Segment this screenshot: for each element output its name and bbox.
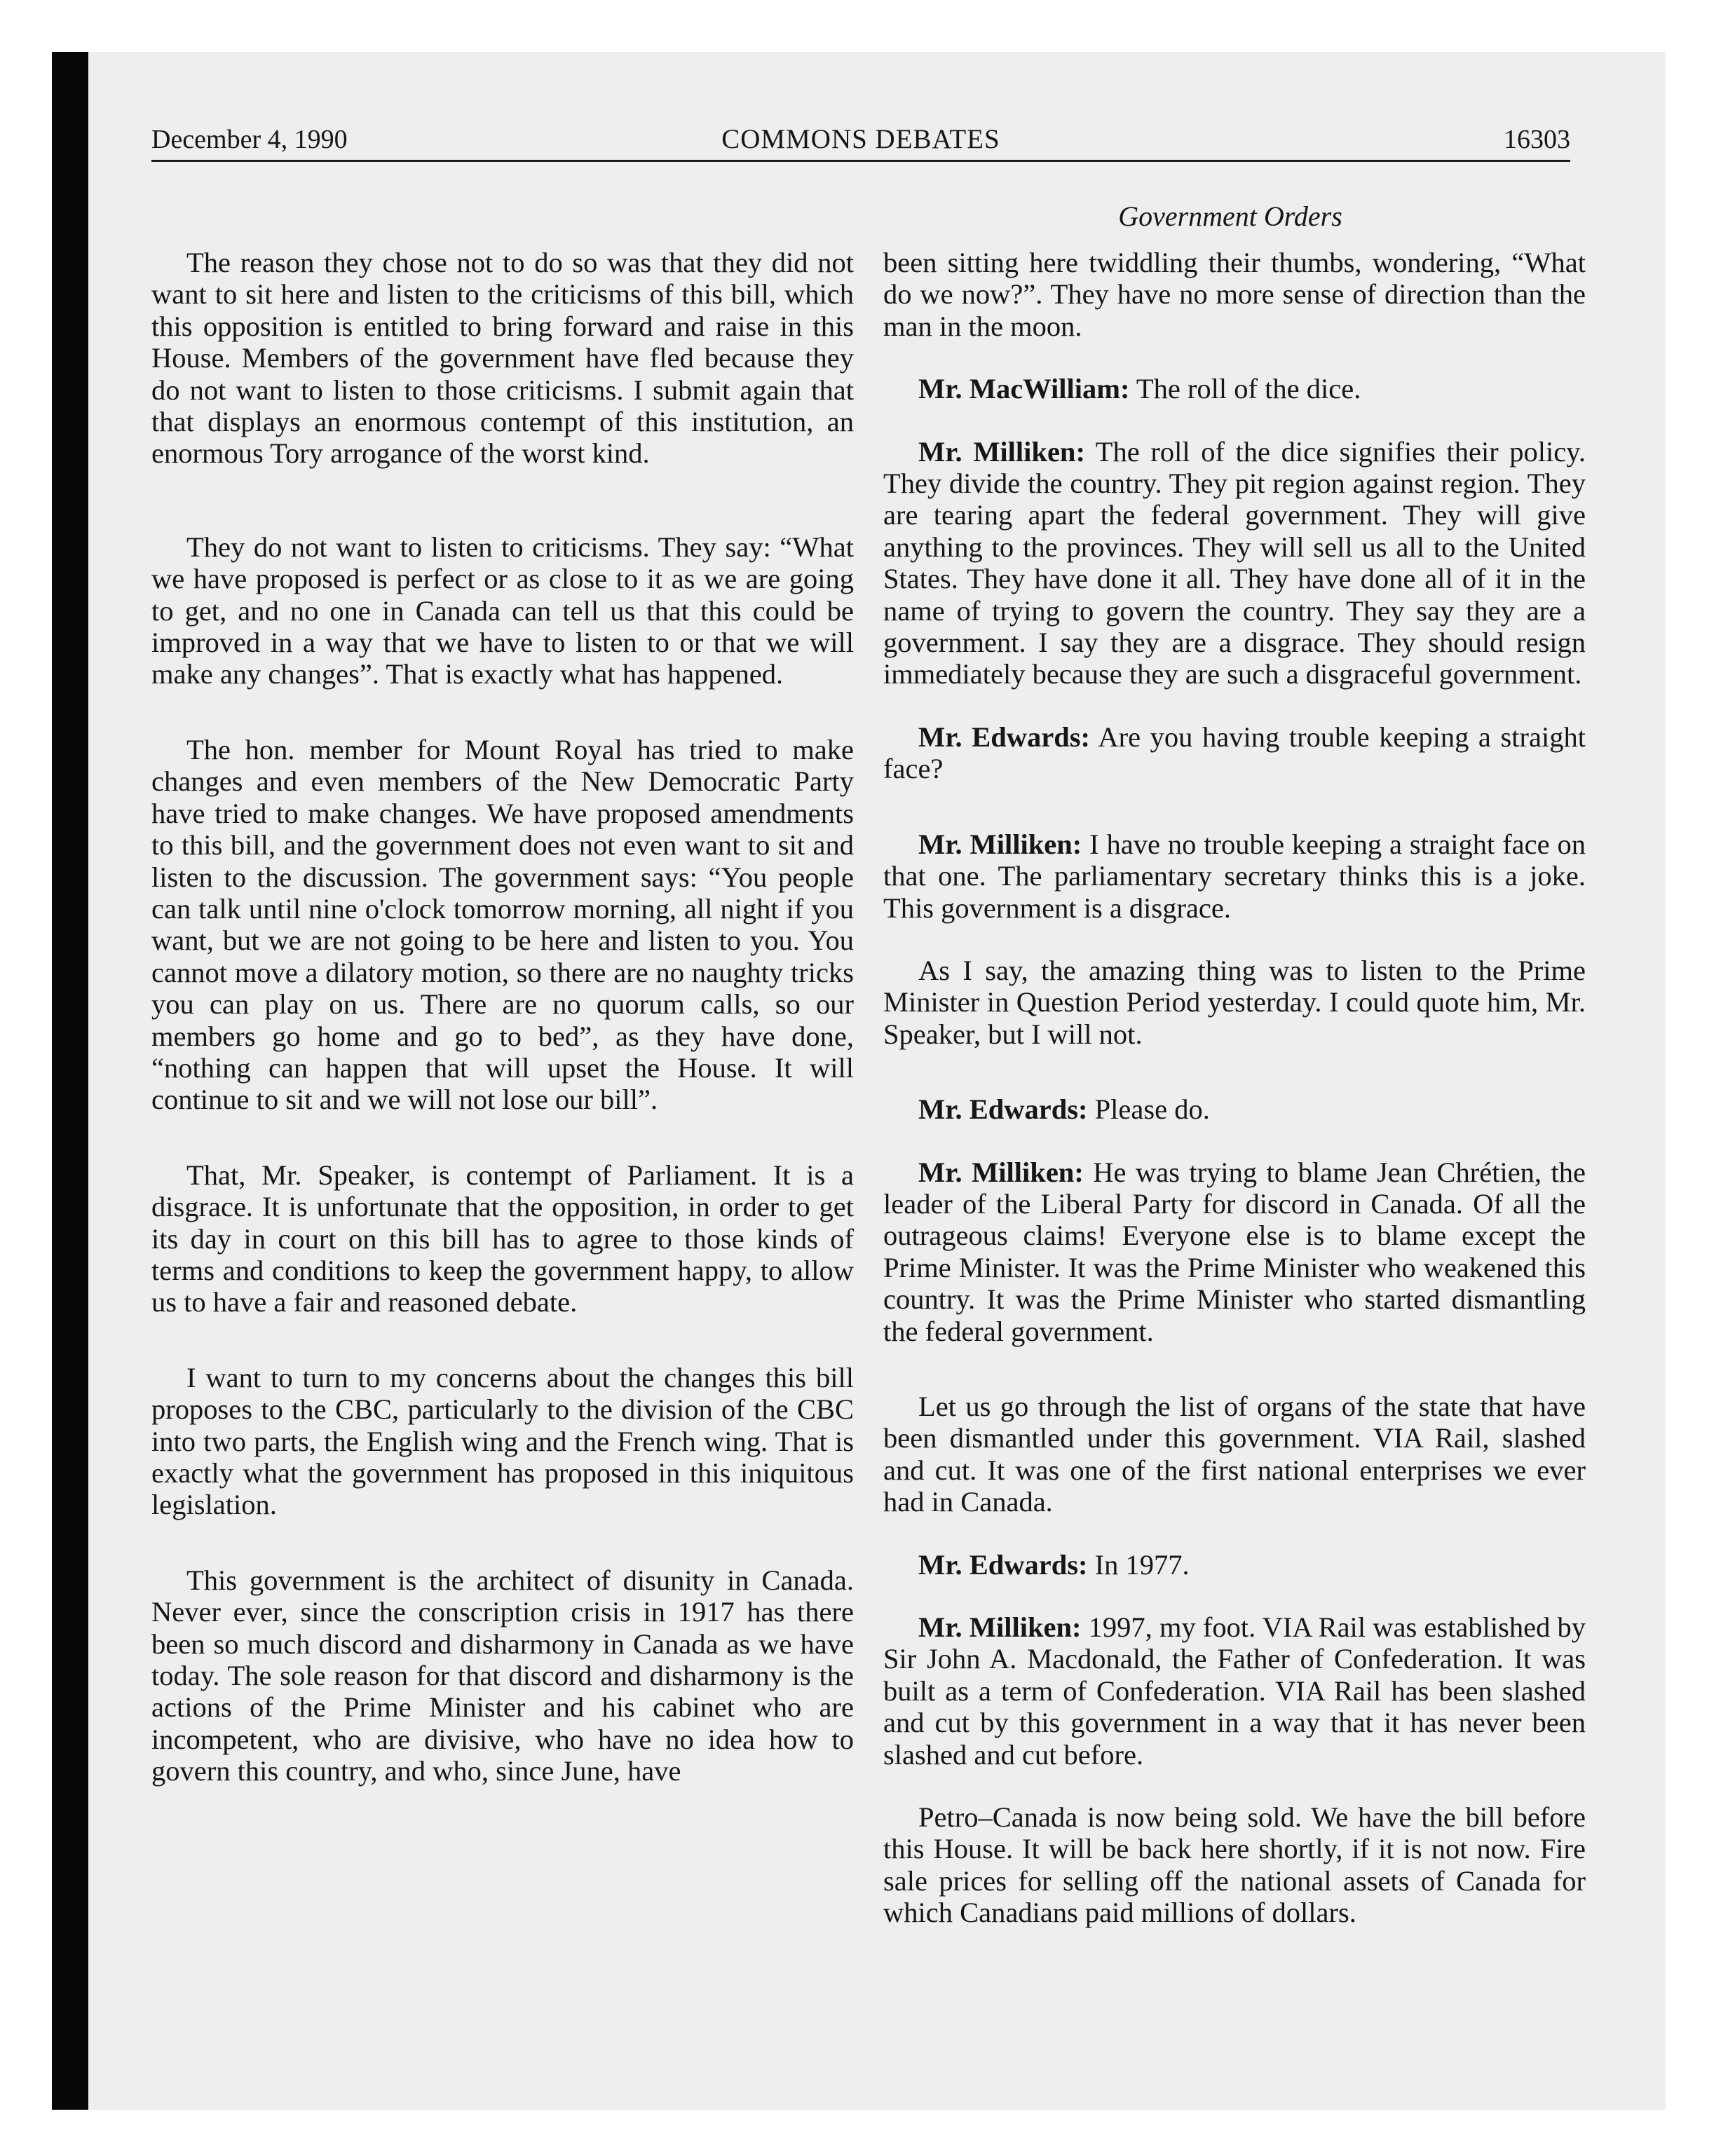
paragraph (883, 1801, 1586, 1929)
speech-text: In 1977. (1087, 1548, 1190, 1581)
speech-text: Are you having trouble keeping a straight face? (883, 721, 1586, 785)
right-column (883, 247, 1586, 1929)
continued-paragraph: been sitting here twiddling their thumbs, wondering, “What do we now?”. They have no more sense of direction than the man in the moon. (883, 247, 1586, 342)
speaker-name: Mr. Milliken: (918, 828, 1082, 860)
speech-text: Petro–Canada is now being sold. We have the bill before this House. It will be back here shortly, if it is not now. Fire sale prices for selling off the national assets of Canada for which Canadians paid millions of dollars. (883, 1801, 1586, 1929)
paragraph: The reason they chose not to do so was that they did not want to sit here and listen to the criticisms of this bill, which this opposition is entitled to bring forward and raise in this House. Members of the government have fled because they do not want to listen to those criticisms. I submit again that that displays an enormous contempt of this institution, an enormous Tory arrogance of the worst kind. (151, 247, 854, 470)
paragraph: This government is the architect of disunity in Canada. Never ever, since the conscription crisis in 1917 has there been so much discord and disharmony in Canada as we have today. The sole reason for that discord and disharmony is the actions of the Prime Minister and his cabinet who are incompetent, who are divisive, who have no idea how to govern this country, and who, since June, have (151, 1564, 854, 1787)
paragraph: That, Mr. Speaker, is contempt of Parliament. It is a disgrace. It is unfortunate that the opposition, in order to get its day in court on this bill has to agree to those kinds of terms and conditions to keep the government happy, to allow us to have a fair and reasoned debate. (151, 1159, 854, 1318)
page-header (151, 118, 1570, 161)
paragraph: I want to turn to my concerns about the changes this bill proposes to the CBC, particularly to the division of the CBC into two parts, the English wing and the French wing. That is exactly what the government has proposed in this iniquitous legislation. (151, 1361, 854, 1521)
binding-edge (52, 52, 88, 2110)
header-title: COMMONS DEBATES (721, 124, 1000, 154)
speech-turn (883, 373, 1586, 404)
page-number: 16303 (1504, 125, 1570, 154)
speech-turn (883, 1611, 1586, 1770)
speech-turn (883, 1549, 1586, 1581)
left-column (151, 247, 854, 1787)
paragraph: The hon. member for Mount Royal has tried to make changes and even members of the New Democratic Party have tried to make changes. We have proposed amendments to this bill, and the government does not even want to sit and listen to the discussion. The government says: “You people can talk until nine o'clock tomorrow morning, all night if you want, but we are not going to be here and listen to you. You cannot move a dilatory motion, so there are no naughty tricks you can play on us. There are no quorum calls, so our members go home and go to bed”, as they have done, “nothing can happen that will upset the House. It will continue to sit and we will not lose our bill”. (151, 733, 854, 1116)
speech-text: He was trying to blame Jean Chrétien, the leader of the Liberal Party for discord in Canada. Of all the outrageous claims! Everyone else is to blame except the Prime Minister. It was the Prime Minister who weakened this country. It was the Prime Minister who started dismantling the federal government. (883, 1156, 1586, 1347)
speech-turn (883, 1093, 1586, 1125)
paragraph: They do not want to listen to criticisms. They say: “What we have proposed is perfect or as close to it as we are going to get, and no one in Canada can tell us that this could be improved in a way that we have to listen to or that we will make any changes”. That is exactly what has happened. (151, 531, 854, 690)
speech-text: The roll of the dice. (1129, 373, 1361, 405)
header-date: December 4, 1990 (151, 125, 348, 154)
speech-turn (883, 721, 1586, 785)
speaker-name: Mr. Milliken: (918, 435, 1085, 468)
speech-text: I have no trouble keeping a straight face on that one. The parliamentary secretary thinks this is a joke. This government is a disgrace. (883, 828, 1586, 924)
speech-text: Let us go through the list of organs of the state that have been dismantled under this government. VIA Rail, slashed and cut. It was one of the first national enterprises we ever had in Canada. (883, 1390, 1586, 1518)
speech-turn (883, 436, 1586, 690)
speech-turn (883, 828, 1586, 924)
paragraph (883, 1391, 1586, 1518)
header-rule (151, 160, 1570, 162)
speech-text: As I say, the amazing thing was to listen to the Prime Minister in Question Period yesterday. I could quote him, Mr. Speaker, but I will not. (883, 954, 1586, 1050)
speaker-name: Mr. MacWilliam: (918, 373, 1130, 405)
speech-turn (883, 1157, 1586, 1347)
speaker-name: Mr. Edwards: (918, 721, 1090, 753)
speaker-name: Mr. Edwards: (918, 1093, 1088, 1126)
speaker-name: Mr. Edwards: (918, 1548, 1088, 1581)
section-label: Government Orders (1118, 200, 1342, 232)
speech-text: The roll of the dice signifies their policy. They divide the country. They pit region against region. They are tearing apart the federal government. They will give anything to the provinces. They will sell us all to the United States. They have done it all. They have done all of it in the name of trying to govern the country. They say they are a government. I say they are a disgrace. They should resign immediately because they are such a disgraceful government. (883, 435, 1586, 690)
speaker-name: Mr. Milliken: (918, 1156, 1084, 1188)
speaker-name: Mr. Milliken: (918, 1611, 1082, 1643)
paragraph (883, 955, 1586, 1050)
speech-text: Please do. (1087, 1093, 1210, 1126)
speech-text: 1997, my foot. VIA Rail was established by Sir John A. Macdonald, the Father of Confederation. It was built as a term of Confederation. VIA Rail has been slashed and cut by this government in a way that it has never been slashed and cut before. (883, 1611, 1586, 1770)
